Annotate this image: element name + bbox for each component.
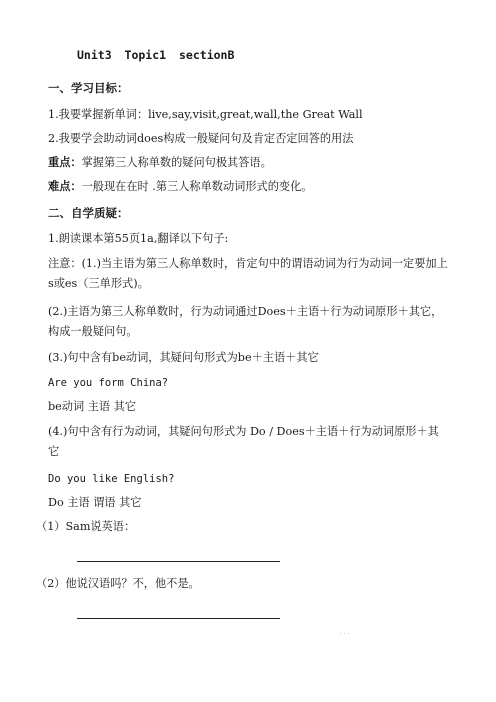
section-heading-self-study: 二、自学质疑： xyxy=(48,206,129,220)
goal-1: 1.我要掌握新单词：live,say,visit,great,wall,the Great Wall xyxy=(48,108,363,121)
answer-blank-1[interactable] xyxy=(77,561,280,562)
key-point xyxy=(48,155,272,171)
document-title: Unit3 Topic1 sectionB xyxy=(77,48,235,62)
question-1: （1）Sam说英语： xyxy=(36,520,136,533)
stray-dots: . . . xyxy=(340,629,350,636)
example-1-sentence: Are you form China? xyxy=(48,377,169,389)
example-2-sentence: Do you like English? xyxy=(48,473,175,485)
section-heading-goals: 一、学习目标： xyxy=(48,81,129,95)
example-1-parts: be动词 主语 其它 xyxy=(48,400,137,413)
difficulty-label: 难点： xyxy=(48,180,82,193)
difficulty-text: 一般现在在时 .第三人称单数动词形式的变化。 xyxy=(81,180,313,193)
answer-blank-2[interactable] xyxy=(77,618,280,619)
instruction-1: 1.朗读课本第55页1a,翻译以下句子: xyxy=(48,232,229,245)
question-2: （2）他说汉语吗？不，他不是。 xyxy=(36,577,200,590)
note-2: (2.)主语为第三人称单数时，行为动词通过Does＋主语＋行为动词原形＋其它，构成一般疑问句。 xyxy=(48,305,443,338)
goal-2: 2.我要学会助动词does构成一般疑问句及肯定否定回答的用法 xyxy=(48,132,354,145)
example-2-parts: Do 主语 谓语 其它 xyxy=(48,496,142,509)
note-3: (3.)句中含有be动词，其疑问句形式为be＋主语＋其它 xyxy=(48,351,319,364)
note-1: 注意：(1.)当主语为第三人称单数时，肯定句中的谓语动词为行为动词一定要加上s或es（三单形式)。 xyxy=(48,257,448,290)
note-4: (4.)句中含有行为动词，其疑问句形式为 Do / Does＋主语＋行为动词原形＋其它 xyxy=(48,425,439,458)
key-point-label: 重点： xyxy=(48,156,82,169)
key-point-text: 掌握第三人称单数的疑问句极其答语。 xyxy=(81,156,272,169)
difficulty-point xyxy=(48,179,312,195)
